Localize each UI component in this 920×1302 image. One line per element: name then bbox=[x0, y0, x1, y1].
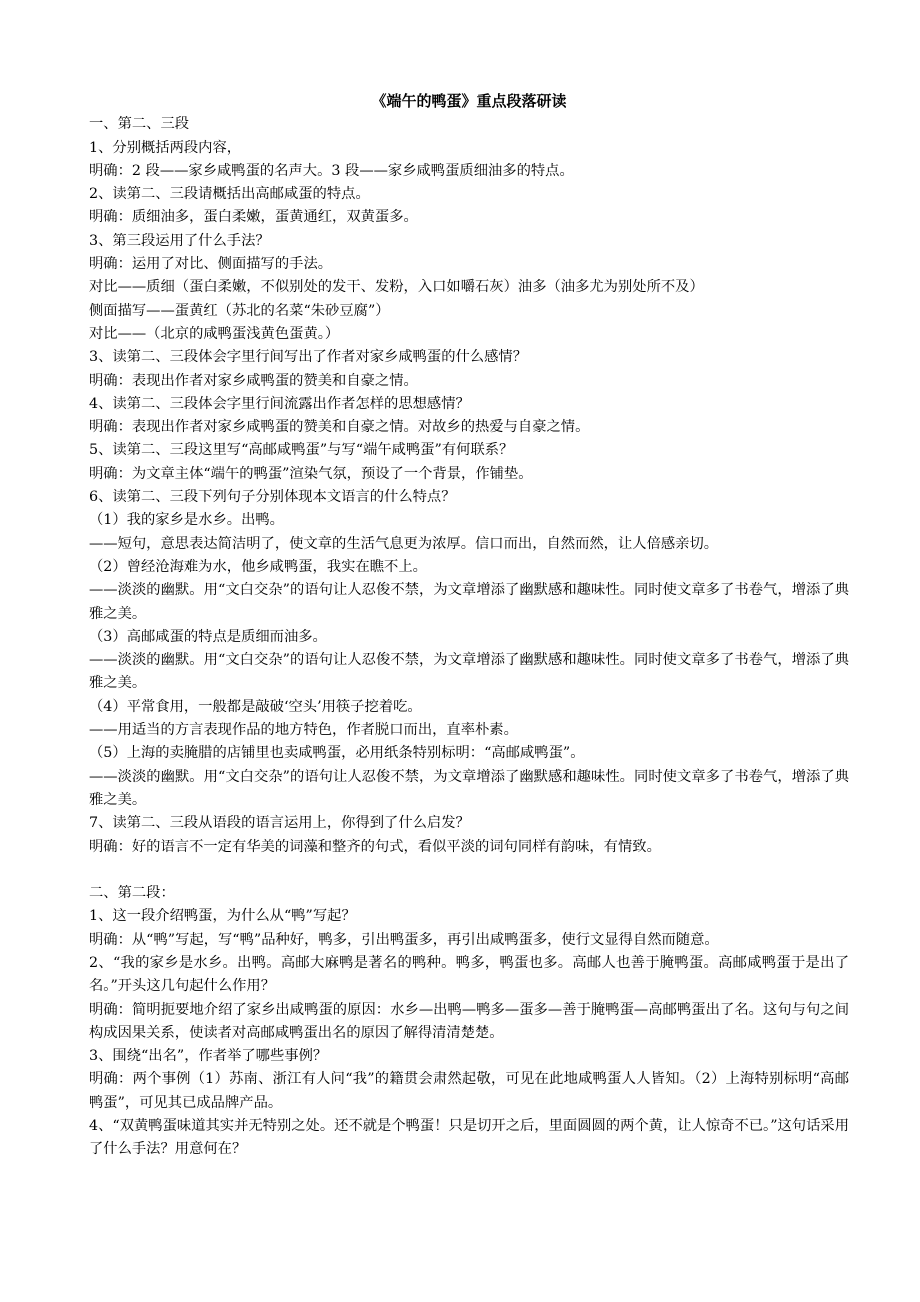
answer: 明确：表现出作者对家乡咸鸭蛋的赞美和自豪之情。对故乡的热爱与自豪之情。 bbox=[89, 419, 590, 436]
answer-detail: 对比——质细（蛋白柔嫩，不似别处的发干、发粉，入口如嚼石灰）油多（油多尤为别处所不及） bbox=[89, 279, 704, 296]
example-sentence: （3）高邮咸蛋的特点是质细而油多。 bbox=[89, 628, 327, 645]
answer: ——用适当的方言表现作品的地方特色，作者脱口而出，直率朴素。 bbox=[89, 722, 518, 739]
answer: 明确：两个事例（1）苏南、浙江有人问“我”的籍贯会肃然起敬，可见在此地咸鸭蛋人人皆知。（2）上海特别标明“高邮鸭蛋”，可见其已成品牌产品。 bbox=[89, 1071, 849, 1111]
example-sentence: （4）平常食用，一般都是敲破‘空头’用筷子挖着吃。 bbox=[89, 698, 422, 715]
question: 4、读第二、三段体会字里行间流露出作者怎样的思想感情？ bbox=[89, 395, 470, 412]
example-sentence: （5）上海的卖腌腊的店铺里也卖咸鸭蛋，必用纸条特别标明：“高邮咸鸭蛋”。 bbox=[89, 745, 585, 762]
question: 2、“我的家乡是水乡。出鸭。高邮大麻鸭是著名的鸭种。鸭多，鸭蛋也多。高邮人也善于腌鸭蛋。高邮咸鸭蛋于是出了名。”开头这几句起什么作用？ bbox=[89, 954, 849, 995]
answer-detail: 对比——（北京的咸鸭蛋浅黄色蛋黄。） bbox=[89, 325, 340, 342]
question: 3、读第二、三段体会字里行间写出了作者对家乡咸鸭蛋的什么感情？ bbox=[89, 349, 527, 366]
answer: ——短句，意思表达简洁明了，使文章的生活气息更为浓厚。信口而出，自然而然，让人倍感亲切。 bbox=[89, 535, 719, 552]
blank-line bbox=[89, 859, 849, 882]
question: 3、第三段运用了什么手法？ bbox=[89, 232, 270, 249]
question: 7、读第二、三段从语段的语言运用上，你得到了什么启发？ bbox=[89, 815, 470, 832]
answer: 明确：2 段——家乡咸鸭蛋的名声大。3 段——家乡咸鸭蛋质细油多的特点。 bbox=[89, 162, 574, 179]
answer: 明确：好的语言不一定有华美的词藻和整齐的句式，看似平淡的词句同样有韵味，有情致。 bbox=[89, 838, 661, 855]
answer: 明确：简明扼要地介绍了家乡出咸鸭蛋的原因：水乡—出鸭—鸭多—蛋多—善于腌鸭蛋—高邮鸭蛋出了名。这句与句之间构成因果关系，使读者对高邮咸鸭蛋出名的原因了解得清清楚楚。 bbox=[89, 1001, 849, 1041]
answer: 明确：表现出作者对家乡咸鸭蛋的赞美和自豪之情。 bbox=[89, 372, 418, 389]
answer: 明确：为文章主体“端午的鸭蛋”渲染气氛，预设了一个背景，作铺垫。 bbox=[89, 465, 533, 482]
page-title: 《端午的鸭蛋》重点段落研读 bbox=[371, 92, 567, 110]
answer: ——淡淡的幽默。用“文白交杂”的语句让人忍俊不禁，为文章增添了幽默感和趣味性。同时使文章多了书卷气，增添了典雅之美。 bbox=[89, 652, 849, 692]
answer: 明确：运用了对比、侧面描写的手法。 bbox=[89, 256, 333, 273]
answer-detail: 侧面描写——蛋黄红（苏北的名菜“朱砂豆腐”） bbox=[89, 302, 390, 319]
answer: ——淡淡的幽默。用“文白交杂”的语句让人忍俊不禁，为文章增添了幽默感和趣味性。同时使文章多了书卷气，增添了典雅之美。 bbox=[89, 768, 849, 808]
answer: 明确：质细油多，蛋白柔嫩，蛋黄通红，双黄蛋多。 bbox=[89, 209, 418, 226]
question: 5、读第二、三段这里写“高邮咸鸭蛋”与写“端午咸鸭蛋”有何联系？ bbox=[89, 442, 514, 459]
question: 3、围绕“出名”，作者举了哪些事例？ bbox=[89, 1048, 328, 1065]
question: 1、这一段介绍鸭蛋，为什么从“鸭”写起？ bbox=[89, 908, 356, 925]
section-heading: 二、第二段： bbox=[89, 885, 175, 902]
section-heading: 一、第二、三段 bbox=[89, 116, 190, 133]
question: 4、“双黄鸭蛋味道其实并无特别之处。还不就是个鸭蛋！只是切开之后，里面圆圆的两个黄，让人惊奇不已。”这句话采用了什么手法？用意何在？ bbox=[89, 1118, 849, 1158]
example-sentence: （2）曾经沧海难为水，他乡咸鸭蛋，我实在瞧不上。 bbox=[89, 558, 427, 575]
question: 2、读第二、三段请概括出高邮咸蛋的特点。 bbox=[89, 186, 370, 203]
example-sentence: （1）我的家乡是水乡。出鸭。 bbox=[89, 512, 284, 529]
answer: ——淡淡的幽默。用“文白交杂”的语句让人忍俊不禁，为文章增添了幽默感和趣味性。同时使文章多了书卷气，增添了典雅之美。 bbox=[89, 582, 849, 622]
document-page bbox=[89, 90, 849, 1162]
question: 1、分别概括两段内容， bbox=[89, 139, 242, 156]
answer: 明确：从“鸭”写起，写“鸭”品种好，鸭多，引出鸭蛋多，再引出咸鸭蛋多，使行文显得自然而随意。 bbox=[89, 931, 719, 948]
question: 6、读第二、三段下列句子分别体现本文语言的什么特点？ bbox=[89, 489, 456, 506]
